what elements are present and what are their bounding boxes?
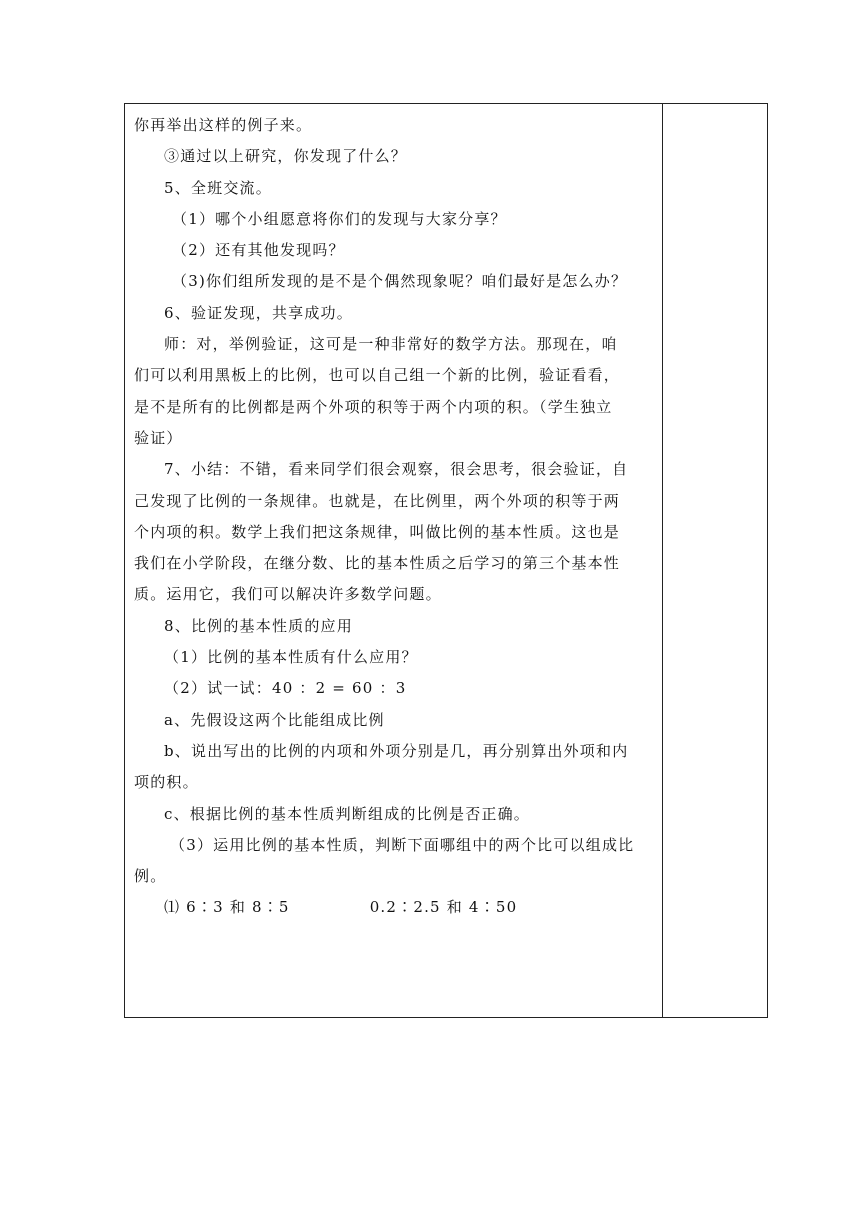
text-line: 例。 [134,867,167,886]
text-line: 你再举出这样的例子来。 [134,116,313,134]
text-line: （3)你们组所发现的是不是个偶然现象呢？咱们最好是怎么办？ [172,272,628,291]
notes-cell [663,104,767,1017]
text-line: 个内项的积。数学上我们把这条规律，叫做比例的基本性质。这也是 [134,522,621,541]
lesson-table [124,103,768,1018]
text-line: 己发现了比例的一条规律。也就是，在比例里，两个外项的积等于两 [134,491,621,510]
text-line: 5、全班交流。 [164,178,272,197]
text-line: 验证） [134,428,183,447]
text-line: a、先假设这两个比能组成比例 [164,710,385,729]
text-line: 质。运用它，我们可以解决许多数学问题。 [134,585,442,604]
text-line: 们可以利用黑板上的比例，也可以自己组一个新的比例，验证看看， [134,366,621,385]
lesson-content-cell [125,104,662,1017]
text-line: （1）哪个小组愿意将你们的发现与大家分享？ [172,209,507,228]
text-line: 7、小结：不错，看来同学们很会观察，很会思考，很会验证，自 [164,460,629,479]
exercise-pair-1: ⑴ 6∶3 和 8∶5 [164,898,290,917]
text-line: 是不是所有的比例都是两个外项的积等于两个内项的积。（学生独立 [134,397,613,416]
exercise-line [134,892,654,923]
text-line: 8、比例的基本性质的应用 [164,616,353,635]
text-line: （2）还有其他发现吗？ [172,241,345,260]
text-line: （1）比例的基本性质有什么应用？ [164,648,418,667]
text-line: b、说出写出的比例的内项和外项分别是几，再分别算出外项和内 [164,741,629,760]
text-line: 我们在小学阶段，在继分数、比的基本性质之后学习的第三个基本性 [134,554,621,573]
text-line: c、根据比例的基本性质判断组成的比例是否正确。 [164,804,531,823]
text-line: （3）运用比例的基本性质，判断下面哪组中的两个比可以组成比 [170,835,635,854]
text-line: （2）试一试：40 ：2 = 60 ：3 [164,679,407,698]
text-line: 师：对，举例验证，这可是一种非常好的数学方法。那现在，咱 [164,335,618,354]
text-line: ③通过以上研究，你发现了什么？ [164,147,408,166]
text-line: 6、验证发现，共享成功。 [164,303,353,322]
exercise-pair-2: 0.2∶2.5 和 4∶50 [369,898,518,917]
text-line: 项的积。 [134,773,199,792]
